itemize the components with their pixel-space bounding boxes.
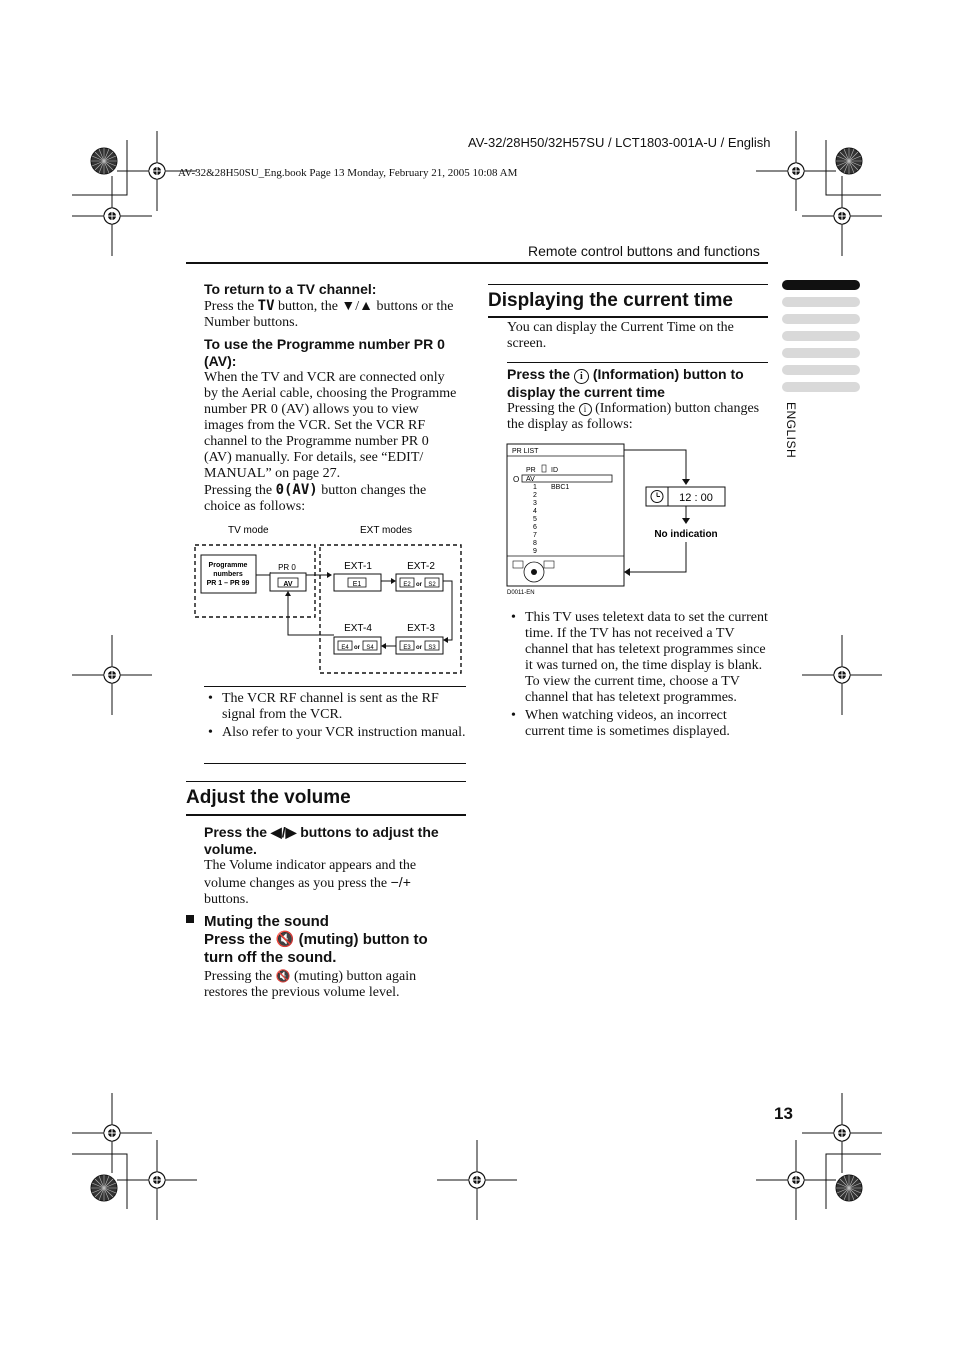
ext2-label: EXT-2	[407, 561, 435, 572]
info-icon: i	[574, 369, 589, 384]
time-title: Displaying the current time	[488, 290, 733, 311]
pr0-section	[204, 336, 466, 515]
or-label-3: or	[416, 645, 422, 651]
s2-label: S2	[428, 582, 436, 588]
chapter-tab	[782, 348, 860, 358]
no-indication-label: No indication	[654, 529, 718, 540]
page-number: 13	[774, 1104, 793, 1123]
pr-list-title: PR LIST	[512, 448, 539, 455]
ext-modes-label: EXT modes	[360, 525, 413, 536]
ext3-label: EXT-3	[407, 623, 435, 634]
row-num: 2	[533, 492, 537, 499]
s3-label: S3	[428, 645, 436, 651]
muting-body: Pressing the 🔇 (muting) button again restores the previous volume level.	[204, 969, 417, 1000]
mode-diagram	[190, 518, 470, 680]
row-num: 4	[533, 508, 537, 515]
muting-heading: Muting the sound	[204, 913, 329, 930]
chapter-tab	[782, 382, 860, 392]
e3-label: E3	[403, 645, 411, 651]
time-intro: You can display the Current Time on the screen.	[507, 320, 734, 351]
minus-plus-glyph: −/+	[390, 874, 411, 890]
time-section	[507, 366, 769, 433]
model-number: AV-32/28H50/32H57SU / LCT1803-001A-U / English	[468, 135, 771, 150]
pr-list-screen	[507, 444, 624, 586]
row-av: AV	[526, 476, 535, 483]
tv-mode-label: TV mode	[228, 525, 269, 536]
prog-label-1: Programme	[208, 562, 248, 569]
chapter-tab	[782, 331, 860, 341]
pr0-body: When the TV and VCR are connected only by the Aerial cable, choosing the Programme number PR 0 (AV) allows you to view images from the VCR. Set the VCR RF channel to the Programme number PR 0 (AV) manually. For details, see “EDIT/ MANUAL” on page 27. Pressing the 0(AV) button changes the choice as follows:	[204, 370, 457, 514]
av-label: AV	[283, 581, 293, 588]
vcr-note: • Also refer to your VCR instruction manual.	[204, 725, 466, 741]
time-heading-rule	[507, 362, 768, 363]
time-note: • When watching videos, an incorrect current time is sometimes displayed.	[507, 708, 769, 740]
ext1-label: EXT-1	[344, 561, 372, 572]
chapter-tab-active	[782, 280, 860, 290]
selection-marker: O	[513, 475, 520, 484]
row-num: 1	[533, 484, 537, 491]
volume-section	[204, 824, 466, 908]
muting-subheading: Press the 🔇 (muting) button to turn off the sound.	[204, 931, 428, 966]
info-icon: i	[579, 403, 592, 416]
prog-label-3: PR 1 – PR 99	[206, 580, 250, 587]
time-heading: Press the i (Information) button to display the current time	[507, 366, 744, 400]
or-label-2: or	[416, 582, 422, 588]
col-id: ID	[551, 467, 558, 474]
volume-title-band	[186, 781, 466, 816]
row-num: 8	[533, 540, 537, 547]
volume-body: The Volume indicator appears and the volume changes as you press the −/+ buttons.	[204, 858, 417, 907]
volume-title: Adjust the volume	[186, 787, 351, 808]
mute-icon: 🔇	[275, 931, 295, 948]
row-num: 5	[533, 516, 537, 523]
s4-label: S4	[366, 645, 374, 651]
time-body: Pressing the i (Information) button changes the display as follows:	[507, 401, 760, 432]
vcr-note: • The VCR RF channel is sent as the RF signal from the VCR.	[204, 691, 466, 723]
chapter-tab	[782, 314, 860, 324]
e4-label: E4	[341, 645, 349, 651]
square-bullet-icon	[186, 915, 194, 923]
book-info: AV-32&28H50SU_Eng.book Page 13 Monday, February 21, 2005 10:08 AM	[178, 167, 518, 179]
or-label-4: or	[354, 645, 360, 651]
chapter-tabs	[782, 280, 860, 399]
row-num: 3	[533, 500, 537, 507]
row-num: 6	[533, 524, 537, 531]
chapter-tab	[782, 365, 860, 375]
section-header: Remote control buttons and functions	[528, 243, 760, 259]
pr0-heading: To use the Programme number PR 0 (AV):	[204, 336, 445, 369]
row-num: 7	[533, 532, 537, 539]
return-tv-body: Press the TV button, the ▼/▲ buttons or the Number buttons.	[204, 298, 454, 330]
time-diagram	[505, 442, 735, 600]
pr0-label: PR 0	[278, 563, 296, 572]
time-note: • This TV uses teletext data to set the current time. If the TV has not received a TV channel that has teletext programmes since it was turned on, the time display is blank. To view the current time, choose a TV channel that has teletext programmes.	[507, 610, 769, 706]
row-bbc1: BBC1	[551, 484, 570, 491]
chapter-tab	[782, 297, 860, 307]
time-value: 12 : 00	[679, 492, 713, 504]
mute-icon: 🔇	[275, 969, 291, 983]
muting-section	[204, 913, 466, 1001]
prog-label-2: numbers	[213, 571, 243, 578]
volume-heading: Press the ◀/▶ buttons to adjust the volume.	[204, 824, 439, 857]
header-rule	[186, 262, 768, 264]
tv-button-glyph: TV	[257, 298, 275, 314]
diagram-code: D0011-EN	[507, 590, 535, 596]
time-notes	[507, 610, 769, 742]
col-pr: PR	[526, 467, 536, 474]
return-tv-heading: To return to a TV channel:	[204, 281, 377, 297]
time-title-band	[488, 284, 768, 318]
language-label: ENGLISH	[784, 402, 798, 459]
e1-label: E1	[352, 581, 362, 588]
av-button-glyph: 0(AV)	[275, 482, 318, 498]
e2-label: E2	[403, 582, 411, 588]
vcr-notes	[204, 686, 466, 764]
return-tv-section	[204, 281, 466, 331]
row-num: 9	[533, 548, 537, 555]
ext4-label: EXT-4	[344, 623, 372, 634]
